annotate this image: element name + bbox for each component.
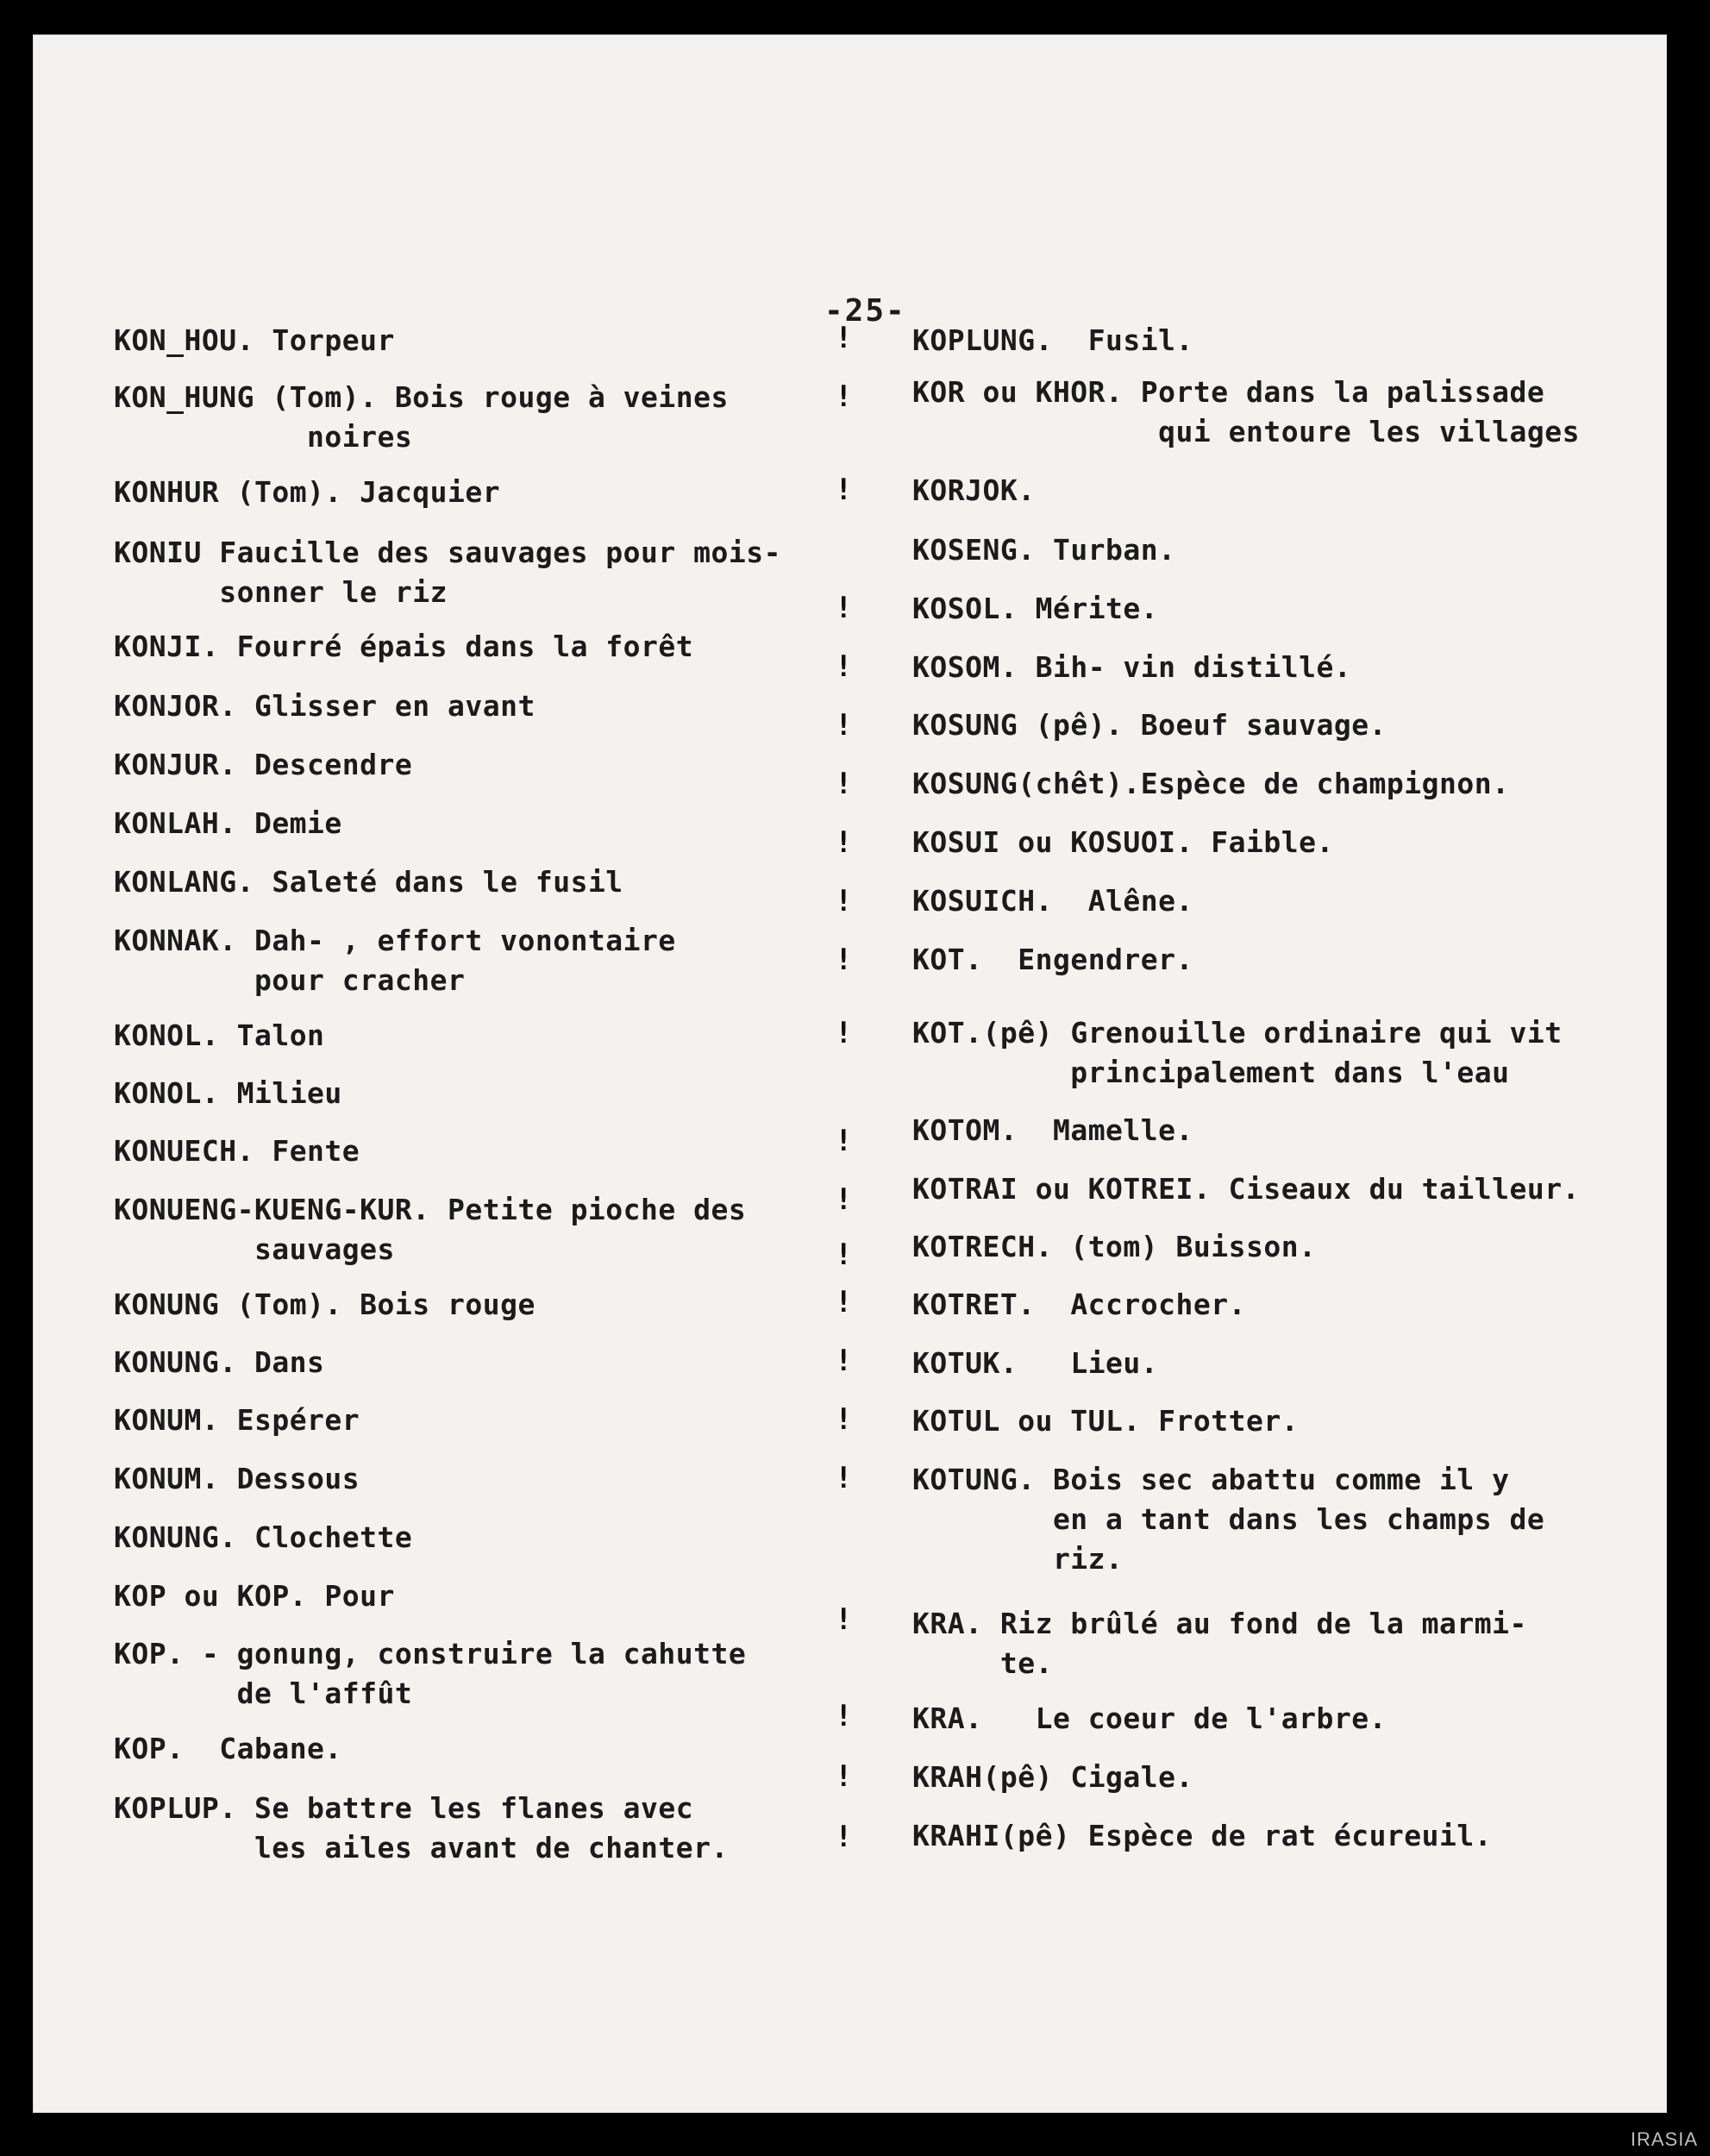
separator-mark: !	[835, 1699, 853, 1733]
definition: Ciseaux du tailleur.	[1211, 1172, 1580, 1206]
left-entry	[114, 686, 536, 726]
definition: Bih- vin distillé.	[1018, 650, 1352, 684]
separator-mark: !	[835, 1016, 853, 1050]
headword: KOR ou KHOR.	[912, 375, 1124, 409]
separator-mark: !	[835, 1820, 853, 1854]
left-entry	[114, 745, 412, 785]
headword: KRA.	[912, 1702, 983, 1735]
watermark-logo: IRASIA	[1630, 2128, 1698, 2150]
right-entry	[912, 1401, 1299, 1441]
right-entry	[912, 1758, 1193, 1797]
definition-continuation: te.	[912, 1646, 1053, 1680]
headword: KOSUNG(chêt).	[912, 767, 1141, 800]
left-entry	[114, 921, 676, 1000]
left-entry	[114, 1518, 412, 1557]
left-entry	[114, 627, 693, 667]
left-entry	[114, 1016, 324, 1056]
headword: KOTRAI ou KOTREI.	[912, 1172, 1212, 1206]
definition: Espèce de champignon.	[1140, 767, 1510, 800]
definition: Milieu	[219, 1076, 342, 1110]
separator-mark: !	[835, 321, 853, 355]
left-entry	[114, 1285, 536, 1325]
headword: KONUNG	[114, 1288, 220, 1321]
definition: Fourré épais dans la forêt	[219, 630, 694, 663]
definition: Alêne.	[1052, 884, 1193, 918]
definition-continuation: sonner le riz	[114, 575, 448, 609]
definition: Le coeur de l'arbre.	[982, 1702, 1387, 1735]
separator-mark: !	[835, 1285, 853, 1319]
separator-mark: !	[835, 943, 853, 977]
definition: Fusil.	[1052, 323, 1193, 357]
definition-continuation: les ailes avant de chanter.	[114, 1831, 729, 1865]
definition: Saleté dans le fusil	[254, 865, 623, 899]
left-entry	[114, 1789, 729, 1868]
right-entry	[912, 1699, 1387, 1739]
definition: Torpeur	[254, 323, 395, 357]
definition-continuation: en a tant dans les champs de riz.	[1052, 1502, 1545, 1576]
definition: Petite pioche des	[429, 1193, 747, 1226]
right-entry	[912, 321, 1193, 360]
definition: ou KOP. Pour	[166, 1579, 395, 1613]
headword: KONIU	[114, 536, 202, 569]
separator-mark: !	[835, 825, 853, 860]
separator-mark: !	[835, 1759, 853, 1794]
definition: Clochette	[236, 1520, 413, 1554]
definition: Se battre les flanes avec	[236, 1791, 694, 1825]
right-entry	[912, 764, 1510, 804]
headword: KOTRECH.	[912, 1230, 1053, 1263]
definition: Mérite.	[1018, 592, 1159, 625]
headword: KONJUR.	[114, 748, 237, 781]
definition-continuation: principalement dans l'eau	[912, 1056, 1510, 1089]
headword: KOP	[114, 1579, 167, 1613]
separator-mark: !	[835, 708, 853, 743]
headword: KON_HUNG	[114, 380, 254, 414]
definition: Bois sec abattu comme il y	[1035, 1463, 1510, 1496]
definition: Lieu.	[1018, 1346, 1159, 1380]
right-entry	[912, 471, 1036, 511]
definition: Cigale.	[1052, 1760, 1193, 1794]
right-entry	[912, 1285, 1246, 1325]
right-entry	[912, 1169, 1580, 1209]
definition: Espérer	[219, 1403, 360, 1437]
headword: KONUM.	[114, 1462, 220, 1495]
right-entry	[912, 940, 1193, 980]
left-entry	[114, 473, 500, 512]
headword: KONJI.	[114, 630, 220, 663]
definition: (pê). Boeuf sauvage.	[1018, 708, 1387, 742]
headword: KOSUICH.	[912, 884, 1053, 918]
page-number: -25-	[824, 293, 906, 329]
definition: (tom) Buisson.	[1052, 1230, 1317, 1263]
definition: Descendre	[236, 748, 413, 781]
headword: KOP.	[114, 1637, 185, 1670]
separator-mark: !	[835, 1344, 853, 1378]
definition: Dessous	[219, 1462, 360, 1495]
definition: Dah- , effort vonontaire	[236, 924, 676, 957]
right-entry	[912, 373, 1580, 452]
headword: KONUM.	[114, 1403, 220, 1437]
right-entry	[912, 530, 1176, 570]
definition: Mamelle.	[1018, 1113, 1193, 1147]
definition: (Tom). Bois rouge	[219, 1288, 536, 1321]
separator-mark: !	[835, 1402, 853, 1437]
separator-mark: !	[835, 1461, 853, 1495]
definition: Riz brûlé au fond de la marmi-	[982, 1607, 1527, 1640]
right-entry	[912, 589, 1158, 629]
right-entry	[912, 1604, 1527, 1683]
definition: Porte dans la palissade	[1123, 375, 1545, 409]
headword: KORJOK.	[912, 473, 1036, 507]
definition: Espèce de rat écureuil.	[1070, 1819, 1493, 1852]
headword: KONUNG.	[114, 1520, 237, 1554]
headword: KOSUI ou KOSUOI.	[912, 825, 1193, 859]
headword: KONNAK.	[114, 924, 237, 957]
right-entry	[912, 1816, 1492, 1856]
separator-mark: !	[835, 884, 853, 918]
definition: Faucille des sauvages pour mois-	[201, 536, 781, 569]
definition: Engendrer.	[982, 943, 1193, 976]
left-entry	[114, 862, 623, 902]
right-entry	[912, 1344, 1158, 1383]
definition-continuation: sauvages	[114, 1232, 395, 1266]
headword: KOSUNG	[912, 708, 1018, 742]
left-entry	[114, 533, 781, 612]
left-entry	[114, 1074, 342, 1113]
separator-mark: !	[835, 473, 853, 507]
separator-mark: !	[835, 1238, 853, 1272]
headword: KOPLUNG.	[912, 323, 1053, 357]
separator-mark: !	[835, 1602, 853, 1637]
headword: KOT.(pê)	[912, 1016, 1053, 1050]
right-entry	[912, 1460, 1544, 1579]
right-entry	[912, 823, 1334, 862]
left-entry	[114, 321, 395, 360]
headword: KRAHI(pê)	[912, 1819, 1071, 1852]
separator-mark: !	[835, 1124, 853, 1158]
definition: Fente	[254, 1134, 360, 1168]
separator-mark: !	[835, 1182, 853, 1217]
definition-continuation: qui entoure les villages	[912, 415, 1580, 448]
separator-mark: !	[835, 379, 853, 414]
left-entry	[114, 1401, 360, 1440]
definition: Cabane.	[184, 1732, 342, 1765]
headword: KOPLUP.	[114, 1791, 237, 1825]
left-entry	[114, 1576, 395, 1616]
right-entry	[912, 1111, 1193, 1150]
definition: Dans	[236, 1345, 325, 1379]
right-entry	[912, 1227, 1316, 1267]
definition: Grenouille ordinaire qui vit	[1052, 1016, 1563, 1050]
left-entry	[114, 1634, 746, 1714]
headword: KOTUNG.	[912, 1463, 1036, 1496]
right-entry	[912, 705, 1387, 745]
definition: (Tom). Bois rouge à veines	[254, 380, 729, 414]
left-entry	[114, 1343, 324, 1382]
left-entry	[114, 1131, 360, 1171]
right-entry	[912, 1013, 1563, 1093]
headword: KONUENG-KUENG-KUR.	[114, 1193, 430, 1226]
definition: Accrocher.	[1035, 1288, 1246, 1321]
headword: KOTUL ou TUL.	[912, 1404, 1141, 1438]
separator-mark: !	[835, 591, 853, 625]
definition: (Tom). Jacquier	[219, 475, 501, 509]
definition: Talon	[219, 1018, 325, 1052]
left-entry	[114, 1729, 342, 1769]
left-entry	[114, 804, 342, 843]
left-entry	[114, 1190, 746, 1269]
headword: KONOL.	[114, 1076, 220, 1110]
headword: KONUNG.	[114, 1345, 237, 1379]
definition: Faible.	[1193, 825, 1334, 859]
headword: KOTOM.	[912, 1113, 1018, 1147]
separator-mark: !	[835, 649, 853, 684]
headword: KONHUR	[114, 475, 220, 509]
headword: KOTUK.	[912, 1346, 1018, 1380]
headword: KONUECH.	[114, 1134, 254, 1168]
definition-continuation: pour cracher	[114, 963, 466, 997]
left-entry	[114, 1459, 360, 1499]
headword: KOP.	[114, 1732, 185, 1765]
definition: - gonung, construire la cahutte	[184, 1637, 747, 1670]
right-entry	[912, 881, 1193, 921]
definition-continuation: de l'affût	[114, 1677, 413, 1710]
headword: KONJOR.	[114, 689, 237, 723]
definition: Frotter.	[1140, 1404, 1300, 1438]
headword: KOSOM.	[912, 650, 1018, 684]
headword: KON_HOU.	[114, 323, 254, 357]
right-entry	[912, 648, 1351, 687]
definition-continuation: noires	[114, 420, 413, 454]
headword: KOT.	[912, 943, 983, 976]
definition: Turban.	[1035, 533, 1176, 567]
left-entry	[114, 378, 729, 457]
headword: KRA.	[912, 1607, 983, 1640]
headword: KOSENG.	[912, 533, 1036, 567]
headword: KONOL.	[114, 1018, 220, 1052]
headword: KOTRET.	[912, 1288, 1036, 1321]
headword: KONLANG.	[114, 865, 254, 899]
headword: KRAH(pê)	[912, 1760, 1053, 1794]
headword: KONLAH.	[114, 806, 237, 840]
definition: Demie	[236, 806, 342, 840]
headword: KOSOL.	[912, 592, 1018, 625]
separator-mark: !	[835, 767, 853, 801]
definition: Glisser en avant	[236, 689, 536, 723]
